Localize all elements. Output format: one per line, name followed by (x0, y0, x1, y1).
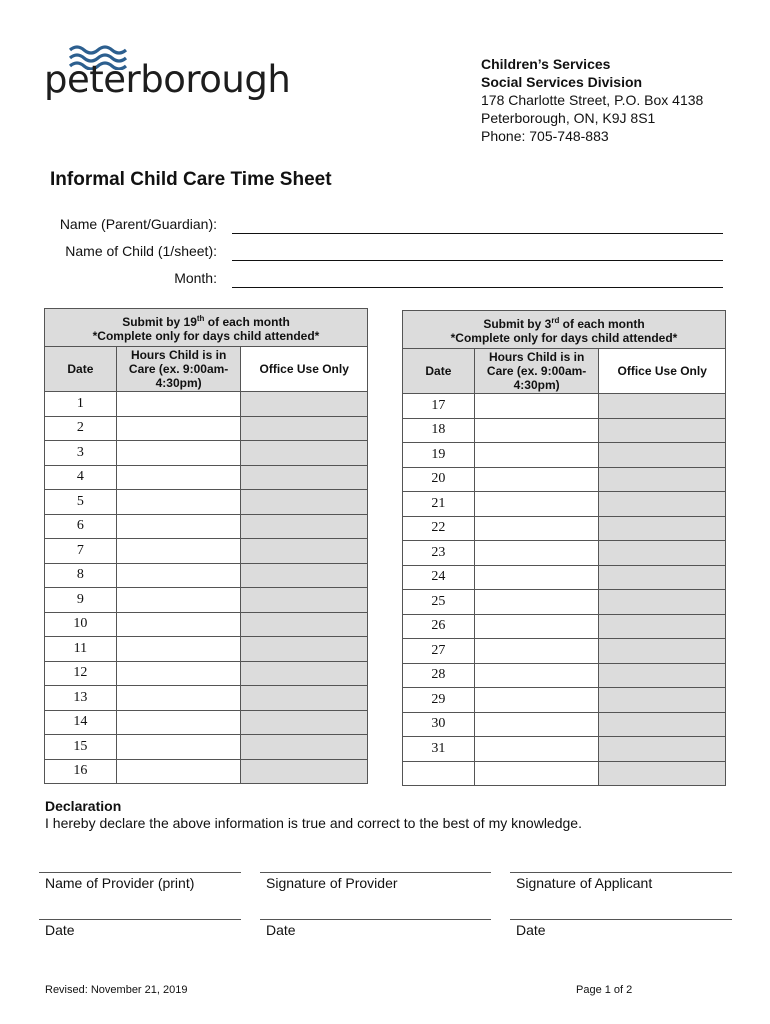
office-use-cell (241, 490, 368, 515)
hours-cell[interactable] (116, 490, 241, 515)
hours-cell[interactable] (474, 492, 599, 517)
office-use-cell (599, 443, 726, 468)
provider-name-line[interactable] (39, 872, 241, 891)
table-row (45, 563, 368, 588)
date-cell: 26 (403, 614, 475, 639)
department-name: Children’s Services (481, 56, 611, 72)
date-cell (403, 761, 475, 786)
office-use-cell (599, 418, 726, 443)
date-cell: 4 (45, 465, 117, 490)
submit-header-left: Submit by 19th of each month *Complete only for days child attended* (45, 309, 368, 347)
hours-cell[interactable] (116, 686, 241, 711)
provider-sig-date-line[interactable] (260, 919, 491, 938)
table-row (45, 490, 368, 515)
date-label: Date (45, 922, 75, 938)
table-row (45, 661, 368, 686)
col-hours-header: Hours Child is in Care (ex. 9:00am-4:30pm) (116, 347, 241, 392)
office-use-cell (599, 614, 726, 639)
applicant-date-line[interactable] (510, 919, 732, 938)
date-cell: 19 (403, 443, 475, 468)
date-cell: 11 (45, 637, 117, 662)
table-row (403, 394, 726, 419)
hours-cell[interactable] (474, 443, 599, 468)
table-row (45, 735, 368, 760)
table-row (45, 612, 368, 637)
office-use-cell (241, 441, 368, 466)
date-cell: 12 (45, 661, 117, 686)
hours-cell[interactable] (474, 614, 599, 639)
col-date-header: Date (403, 349, 475, 394)
date-cell: 27 (403, 639, 475, 664)
hours-cell[interactable] (474, 565, 599, 590)
table-row (45, 588, 368, 613)
date-cell: 23 (403, 541, 475, 566)
office-use-cell (599, 639, 726, 664)
office-use-cell (599, 565, 726, 590)
hours-cell[interactable] (474, 394, 599, 419)
office-use-cell (241, 661, 368, 686)
declaration-title: Declaration (45, 798, 122, 814)
date-cell: 29 (403, 688, 475, 713)
date-cell: 22 (403, 516, 475, 541)
hours-cell[interactable] (116, 612, 241, 637)
hours-cell[interactable] (116, 563, 241, 588)
provider-signature-label: Signature of Provider (266, 875, 398, 891)
timesheet-table-right (402, 310, 726, 786)
table-row (403, 443, 726, 468)
hours-cell[interactable] (474, 590, 599, 615)
table-row (403, 467, 726, 492)
hours-cell[interactable] (116, 514, 241, 539)
office-use-cell (241, 637, 368, 662)
peterborough-logo (44, 40, 291, 112)
table-row (403, 761, 726, 786)
page-title: Informal Child Care Time Sheet (50, 169, 332, 190)
office-use-cell (241, 465, 368, 490)
office-use-cell (241, 612, 368, 637)
table-row (45, 416, 368, 441)
note-right: *Complete only for days child attended* (450, 331, 678, 345)
hours-cell[interactable] (474, 761, 599, 786)
office-use-cell (599, 516, 726, 541)
timesheet-table-left (44, 308, 368, 784)
hours-cell[interactable] (474, 688, 599, 713)
table-row (403, 590, 726, 615)
date-cell: 1 (45, 392, 117, 417)
hours-cell[interactable] (474, 541, 599, 566)
office-use-cell (599, 590, 726, 615)
hours-cell[interactable] (116, 392, 241, 417)
table-row (403, 688, 726, 713)
hours-cell[interactable] (474, 516, 599, 541)
col-date-header: Date (45, 347, 117, 392)
declaration-text: I hereby declare the above information is true and correct to the best of my knowledge. (45, 815, 582, 831)
table-row (403, 614, 726, 639)
date-cell: 5 (45, 490, 117, 515)
table-row (45, 686, 368, 711)
hours-cell[interactable] (116, 637, 241, 662)
revised-date: Revised: November 21, 2019 (45, 984, 188, 996)
office-use-cell (599, 492, 726, 517)
logo-text: peterborough (44, 58, 291, 101)
provider-signature-line[interactable] (260, 872, 491, 891)
col-office-header: Office Use Only (241, 347, 368, 392)
table-row (45, 514, 368, 539)
hours-cell[interactable] (474, 467, 599, 492)
phone-number: Phone: 705-748-883 (481, 128, 609, 144)
date-cell: 28 (403, 663, 475, 688)
date-cell: 24 (403, 565, 475, 590)
date-cell: 18 (403, 418, 475, 443)
hours-cell[interactable] (116, 710, 241, 735)
office-use-cell (241, 563, 368, 588)
office-use-cell (599, 761, 726, 786)
office-use-cell (599, 467, 726, 492)
office-use-cell (241, 416, 368, 441)
month-label: Month: (174, 270, 217, 286)
hours-cell[interactable] (116, 465, 241, 490)
table-row (45, 759, 368, 784)
office-use-cell (241, 539, 368, 564)
date-cell: 31 (403, 737, 475, 762)
date-cell: 17 (403, 394, 475, 419)
date-cell: 20 (403, 467, 475, 492)
table-row (45, 539, 368, 564)
table-row (45, 441, 368, 466)
office-use-cell (599, 688, 726, 713)
date-cell: 9 (45, 588, 117, 613)
col-hours-header: Hours Child is in Care (ex. 9:00am-4:30pm) (474, 349, 599, 394)
hours-cell[interactable] (116, 539, 241, 564)
office-use-cell (241, 759, 368, 784)
table-row (403, 492, 726, 517)
date-label: Date (516, 922, 546, 938)
table-row (45, 637, 368, 662)
table-row (45, 392, 368, 417)
hours-cell[interactable] (116, 441, 241, 466)
table-row (45, 710, 368, 735)
office-use-cell (241, 710, 368, 735)
street-address: 178 Charlotte Street, P.O. Box 4138 (481, 92, 704, 108)
parent-name-line[interactable] (232, 233, 723, 234)
applicant-signature-label: Signature of Applicant (516, 875, 653, 891)
hours-cell[interactable] (116, 416, 241, 441)
date-cell: 14 (45, 710, 117, 735)
table-row (403, 418, 726, 443)
office-use-cell (599, 712, 726, 737)
date-label: Date (266, 922, 296, 938)
hours-cell[interactable] (474, 712, 599, 737)
date-cell: 30 (403, 712, 475, 737)
date-cell: 2 (45, 416, 117, 441)
office-use-cell (599, 394, 726, 419)
office-use-cell (241, 514, 368, 539)
division-name: Social Services Division (481, 74, 643, 90)
date-cell: 7 (45, 539, 117, 564)
office-use-cell (241, 735, 368, 760)
date-cell: 10 (45, 612, 117, 637)
city-address: Peterborough, ON, K9J 8S1 (481, 110, 656, 126)
date-cell: 3 (45, 441, 117, 466)
provider-date-line[interactable] (39, 919, 241, 938)
table-row (403, 712, 726, 737)
table-row (403, 541, 726, 566)
date-cell: 13 (45, 686, 117, 711)
hours-cell[interactable] (474, 418, 599, 443)
month-line[interactable] (232, 287, 723, 288)
submit-header-right: Submit by 3rd of each month *Complete only for days child attended* (403, 311, 726, 349)
note-left: *Complete only for days child attended* (92, 329, 320, 343)
hours-cell[interactable] (474, 639, 599, 664)
office-use-cell (599, 663, 726, 688)
date-cell: 8 (45, 563, 117, 588)
office-use-cell (599, 541, 726, 566)
hours-cell[interactable] (116, 759, 241, 784)
office-use-cell (241, 392, 368, 417)
table-row (403, 565, 726, 590)
date-cell: 15 (45, 735, 117, 760)
parent-name-label: Name (Parent/Guardian): (59, 216, 217, 232)
child-name-label: Name of Child (1/sheet): (65, 243, 217, 259)
col-office-header: Office Use Only (599, 349, 726, 394)
date-cell: 16 (45, 759, 117, 784)
table-row (45, 465, 368, 490)
date-cell: 25 (403, 590, 475, 615)
hours-cell[interactable] (116, 588, 241, 613)
table-row (403, 663, 726, 688)
child-name-line[interactable] (232, 260, 723, 261)
table-row (403, 516, 726, 541)
date-cell: 6 (45, 514, 117, 539)
office-use-cell (599, 737, 726, 762)
hours-cell[interactable] (474, 737, 599, 762)
applicant-signature-line[interactable] (510, 872, 732, 891)
table-row (403, 639, 726, 664)
address-block (481, 55, 703, 145)
hours-cell[interactable] (116, 661, 241, 686)
hours-cell[interactable] (474, 663, 599, 688)
office-use-cell (241, 686, 368, 711)
hours-cell[interactable] (116, 735, 241, 760)
page-number: Page 1 of 2 (576, 984, 633, 996)
office-use-cell (241, 588, 368, 613)
table-row (403, 737, 726, 762)
provider-name-label: Name of Provider (print) (45, 875, 195, 891)
date-cell: 21 (403, 492, 475, 517)
